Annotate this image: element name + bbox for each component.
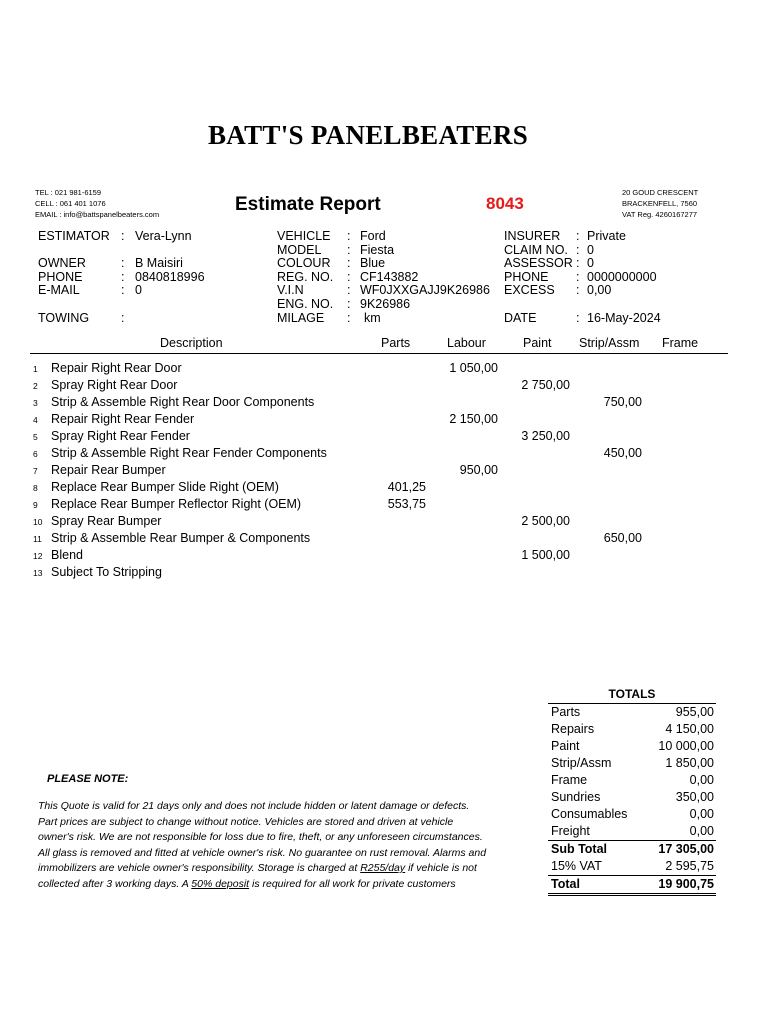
item-description: Strip & Assemble Right Rear Fender Components bbox=[51, 446, 327, 460]
info-separator: : bbox=[576, 283, 580, 298]
info-label: E-MAIL bbox=[38, 283, 80, 298]
address-block bbox=[622, 187, 698, 220]
vat-row bbox=[548, 858, 716, 875]
info-label bbox=[504, 298, 576, 312]
info-separator: : bbox=[347, 269, 351, 284]
note-text: collected after 3 working days. A bbox=[38, 877, 192, 890]
item-number: 9 bbox=[33, 500, 38, 510]
info-label: ESTIMATOR bbox=[38, 229, 110, 243]
info-row bbox=[504, 257, 661, 271]
info-label: PHONE bbox=[504, 269, 549, 284]
note-text: if vehicle is not bbox=[405, 862, 477, 874]
info-separator: : bbox=[347, 296, 351, 311]
storage-rate: R255/day bbox=[360, 862, 406, 874]
info-row bbox=[38, 298, 205, 312]
info-row bbox=[504, 244, 661, 258]
info-label: EXCESS bbox=[504, 283, 555, 298]
info-row bbox=[38, 271, 205, 285]
contact-cell: CELL : 061 401 1076 bbox=[35, 199, 106, 208]
info-separator: : bbox=[121, 229, 125, 243]
totals-label: Paint bbox=[551, 739, 580, 753]
item-description: Repair Rear Bumper bbox=[51, 463, 166, 477]
info-separator: : bbox=[347, 256, 351, 271]
item-parts: 553,75 bbox=[387, 497, 426, 511]
info-value: km bbox=[364, 310, 381, 325]
item-number: 8 bbox=[33, 483, 38, 493]
line-item bbox=[0, 480, 768, 497]
subtotal-value: 17 305,00 bbox=[658, 842, 714, 856]
item-number: 5 bbox=[33, 432, 38, 442]
totals-value: 1 850,00 bbox=[665, 756, 714, 770]
line-item bbox=[0, 395, 768, 412]
column-header-parts: Parts bbox=[381, 336, 411, 350]
info-value: Private bbox=[587, 229, 626, 243]
info-label: INSURER bbox=[504, 229, 561, 243]
info-separator bbox=[121, 244, 135, 258]
info-separator: : bbox=[347, 283, 351, 298]
info-value: 0 bbox=[135, 283, 142, 298]
item-number: 3 bbox=[33, 398, 38, 408]
info-row bbox=[38, 312, 205, 326]
note-body bbox=[38, 799, 486, 892]
info-value: Fiesta bbox=[360, 242, 395, 257]
info-label: VEHICLE bbox=[277, 229, 331, 243]
info-value: 0,00 bbox=[587, 283, 612, 298]
contact-block bbox=[35, 187, 159, 220]
vat-value: 2 595,75 bbox=[665, 859, 714, 873]
totals-label: Sundries bbox=[551, 790, 601, 804]
info-separator: : bbox=[347, 310, 351, 325]
totals-value: 350,00 bbox=[675, 790, 714, 804]
item-labour: 2 150,00 bbox=[449, 412, 498, 426]
totals-value: 0,00 bbox=[689, 773, 714, 787]
info-label: PHONE bbox=[38, 269, 83, 284]
info-separator bbox=[576, 298, 587, 312]
totals-value: 0,00 bbox=[689, 807, 714, 821]
grand-total-row bbox=[548, 875, 716, 896]
info-row bbox=[277, 230, 490, 244]
totals-value: 10 000,00 bbox=[658, 739, 714, 753]
totals-row bbox=[548, 755, 716, 772]
info-value: 0 bbox=[587, 256, 594, 271]
info-row bbox=[277, 244, 490, 258]
info-label: DATE bbox=[504, 310, 537, 325]
totals-row bbox=[548, 823, 716, 840]
info-row bbox=[38, 244, 205, 258]
item-paint: 2 500,00 bbox=[521, 514, 570, 528]
insurer-info bbox=[504, 230, 661, 325]
item-description: Spray Right Rear Fender bbox=[51, 429, 190, 443]
totals-value: 4 150,00 bbox=[665, 722, 714, 736]
item-strip: 750,00 bbox=[603, 395, 642, 409]
address-line2: BRACKENFELL, 7560 bbox=[622, 199, 698, 208]
info-separator: : bbox=[121, 256, 125, 271]
item-strip: 650,00 bbox=[603, 531, 642, 545]
info-value: WF0JXXGAJJ9K26986 bbox=[360, 283, 490, 298]
item-number: 2 bbox=[33, 381, 38, 391]
info-row bbox=[504, 284, 661, 298]
info-row bbox=[504, 230, 661, 244]
line-item bbox=[0, 463, 768, 480]
info-row bbox=[504, 312, 661, 326]
grand-total-value: 19 900,75 bbox=[658, 877, 714, 891]
totals-label: Strip/Assm bbox=[551, 756, 612, 770]
info-label: MILAGE bbox=[277, 310, 325, 325]
column-header-paint: Paint bbox=[523, 336, 552, 350]
info-row bbox=[277, 257, 490, 271]
info-separator: : bbox=[576, 256, 580, 271]
info-separator: : bbox=[347, 229, 351, 243]
item-description: Strip & Assemble Rear Bumper & Components bbox=[51, 531, 311, 545]
note-line: All glass is removed and fitted at vehicle owner's risk. No guarantee on rust removal. Alarms and bbox=[38, 846, 487, 859]
totals-value: 0,00 bbox=[689, 824, 714, 838]
column-header-frame: Frame bbox=[662, 336, 699, 350]
line-item bbox=[0, 531, 768, 548]
totals-row bbox=[548, 789, 716, 806]
item-number: 11 bbox=[33, 534, 42, 544]
info-separator: : bbox=[576, 269, 580, 284]
info-label: REG. NO. bbox=[277, 269, 334, 284]
item-description: Blend bbox=[51, 548, 83, 562]
item-description: Replace Rear Bumper Slide Right (OEM) bbox=[51, 480, 279, 494]
info-label: COLOUR bbox=[277, 256, 331, 271]
info-value: 16-May-2024 bbox=[587, 310, 661, 325]
totals-table bbox=[548, 703, 716, 896]
info-row bbox=[504, 298, 661, 312]
line-item bbox=[0, 361, 768, 378]
info-label bbox=[38, 298, 121, 312]
line-item bbox=[0, 446, 768, 463]
info-label: V.I.N bbox=[277, 283, 304, 298]
totals-row bbox=[548, 721, 716, 738]
line-item bbox=[0, 514, 768, 531]
info-row bbox=[38, 230, 205, 244]
info-value: Ford bbox=[360, 229, 386, 243]
info-value: Blue bbox=[360, 256, 386, 271]
report-title: Estimate Report bbox=[235, 194, 381, 215]
info-value: 0840818996 bbox=[135, 269, 205, 284]
info-value: B Maisiri bbox=[135, 256, 183, 271]
subtotal-row bbox=[548, 840, 716, 858]
item-description: Repair Right Rear Door bbox=[51, 361, 182, 375]
company-name: BATT'S PANELBEATERS bbox=[207, 120, 529, 150]
item-paint: 3 250,00 bbox=[521, 429, 570, 443]
line-item bbox=[0, 412, 768, 429]
item-number: 4 bbox=[33, 415, 38, 425]
info-label: ENG. NO. bbox=[277, 296, 334, 311]
line-item bbox=[0, 565, 768, 582]
column-header-description: Description bbox=[160, 336, 223, 350]
info-row bbox=[277, 284, 490, 298]
note-line bbox=[38, 877, 486, 893]
item-labour: 1 050,00 bbox=[449, 361, 498, 375]
address-line1: 20 GOUD CRESCENT bbox=[622, 188, 699, 197]
item-strip: 450,00 bbox=[603, 446, 642, 460]
info-value: CF143882 bbox=[360, 269, 419, 284]
item-description: Spray Rear Bumper bbox=[51, 514, 162, 528]
contact-tel: TEL : 021 981-6159 bbox=[35, 188, 102, 197]
info-value: 0 bbox=[587, 242, 594, 257]
item-number: 6 bbox=[33, 449, 38, 459]
note-line: This Quote is valid for 21 days only and does not include hidden or latent damage or defects. bbox=[38, 800, 470, 812]
item-number: 7 bbox=[33, 466, 38, 476]
note-line bbox=[38, 861, 486, 877]
info-label: ASSESSOR bbox=[504, 256, 573, 271]
note-text: immobilizers are vehicle owner's responsibility. Storage is charged at bbox=[38, 862, 361, 874]
info-separator: : bbox=[121, 269, 125, 284]
totals-row bbox=[548, 704, 716, 721]
info-row bbox=[504, 271, 661, 285]
note-title: PLEASE NOTE: bbox=[47, 773, 129, 785]
info-separator: : bbox=[347, 242, 351, 257]
vat-label: 15% VAT bbox=[551, 859, 602, 873]
info-value: 0000000000 bbox=[587, 269, 657, 284]
column-header-labour: Labour bbox=[447, 336, 486, 350]
line-item bbox=[0, 378, 768, 395]
header-divider bbox=[30, 353, 728, 354]
item-number: 10 bbox=[33, 517, 43, 527]
subtotal-label: Sub Total bbox=[551, 842, 608, 856]
note-text: is required for all work for private customers bbox=[249, 877, 456, 890]
deposit-terms: 50% deposit bbox=[191, 877, 250, 890]
item-description: Strip & Assemble Right Rear Door Components bbox=[51, 395, 315, 409]
item-paint: 2 750,00 bbox=[521, 378, 570, 392]
info-row bbox=[277, 271, 490, 285]
column-header-strip: Strip/Assm bbox=[579, 336, 640, 350]
vat-registration: VAT Reg. 4260167277 bbox=[622, 210, 698, 219]
totals-label: Parts bbox=[551, 705, 581, 719]
info-row bbox=[38, 257, 205, 271]
totals-title: TOTALS bbox=[608, 687, 656, 701]
item-description: Subject To Stripping bbox=[51, 565, 162, 579]
grand-total-label: Total bbox=[551, 877, 580, 891]
info-label: MODEL bbox=[277, 242, 322, 257]
totals-label: Frame bbox=[551, 773, 588, 787]
item-paint: 1 500,00 bbox=[521, 548, 570, 562]
info-separator: : bbox=[121, 310, 125, 325]
info-value: Vera-Lynn bbox=[135, 229, 192, 243]
line-item bbox=[0, 548, 768, 565]
info-row bbox=[38, 284, 205, 298]
info-separator: : bbox=[576, 229, 580, 243]
totals-row bbox=[548, 806, 716, 823]
item-labour: 950,00 bbox=[459, 463, 498, 477]
item-description: Spray Right Rear Door bbox=[51, 378, 178, 392]
totals-value: 955,00 bbox=[675, 705, 714, 719]
info-row bbox=[277, 312, 490, 326]
info-separator: : bbox=[121, 283, 125, 298]
item-number: 1 bbox=[33, 364, 38, 374]
info-label bbox=[38, 244, 121, 258]
item-number: 12 bbox=[33, 551, 43, 561]
info-label: OWNER bbox=[38, 256, 86, 271]
line-item bbox=[0, 497, 768, 514]
info-separator: : bbox=[576, 242, 580, 257]
info-value: 9K26986 bbox=[360, 296, 411, 311]
info-row bbox=[277, 298, 490, 312]
item-number: 13 bbox=[33, 568, 43, 578]
totals-label: Repairs bbox=[551, 722, 595, 736]
estimator-owner-info bbox=[38, 230, 205, 325]
item-description: Replace Rear Bumper Reflector Right (OEM) bbox=[51, 497, 302, 511]
note-line: Part prices are subject to change without notice. Vehicles are stored and driven at vehicle bbox=[38, 815, 454, 828]
totals-label: Freight bbox=[551, 824, 590, 838]
info-separator: : bbox=[576, 310, 580, 325]
item-description: Repair Right Rear Fender bbox=[51, 412, 195, 426]
totals-label: Consumables bbox=[551, 807, 628, 821]
line-items bbox=[0, 361, 768, 582]
contact-email: EMAIL : info@battspanelbeaters.com bbox=[35, 210, 160, 219]
line-item bbox=[0, 429, 768, 446]
info-label: TOWING bbox=[38, 310, 90, 325]
item-parts: 401,25 bbox=[387, 480, 426, 494]
vehicle-info bbox=[277, 230, 490, 325]
info-separator bbox=[121, 298, 135, 312]
totals-row bbox=[548, 772, 716, 789]
note-line: owner's risk. We are not responsible for loss due to fire, theft, or any unforeseen circumstances. bbox=[38, 831, 483, 843]
totals-row bbox=[548, 738, 716, 755]
report-number: 8043 bbox=[486, 194, 524, 213]
info-label: CLAIM NO. bbox=[504, 242, 568, 257]
